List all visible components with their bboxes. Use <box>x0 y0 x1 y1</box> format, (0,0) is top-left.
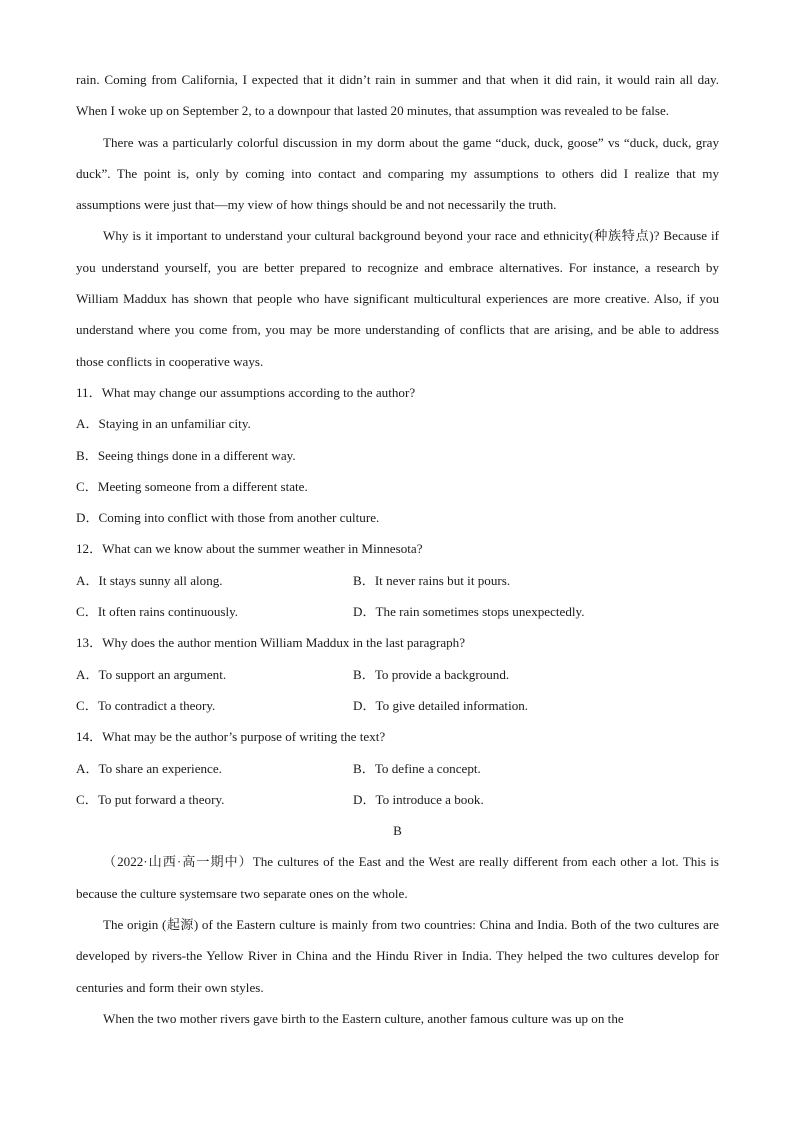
option-row <box>76 596 719 627</box>
question-stem: 13．Why does the author mention William Maddux in the last paragraph? <box>76 635 466 651</box>
option-b: B．To define a concept. <box>353 760 481 776</box>
question-12 <box>76 533 719 627</box>
option-c: C．It often rains continuously. <box>76 604 239 620</box>
section-label: B <box>393 823 402 839</box>
option-c: C．To put forward a theory. <box>76 791 225 807</box>
option-b: B．It never rains but it pours. <box>353 572 511 588</box>
option-b: B．Seeing things done in a different way. <box>76 447 296 463</box>
paragraph: The origin (起源) of the Eastern culture is mainly from two countries: China and India. Both of the two cultures are developed by rivers-the Yellow River in China and the Hindu River in India. They helped the two cultures develop for centuries and form their own styles. <box>76 917 719 995</box>
paragraph: （2022·山西·高一期中）The cultures of the East and the West are really different from each other a lot. This is because the culture systemsare two separate ones on the whole. <box>76 854 719 901</box>
option-a: A．Staying in an unfamiliar city. <box>76 416 251 432</box>
option-row <box>76 784 719 815</box>
question-stem: 12．What can we know about the summer weather in Minnesota? <box>76 541 423 557</box>
option-a: A．To support an argument. <box>76 666 227 682</box>
question-stem: 11．What may change our assumptions according to the author? <box>76 384 416 400</box>
option-d: D．To introduce a book. <box>353 791 484 807</box>
option-a: A．It stays sunny all along. <box>76 572 223 588</box>
paragraph: Why is it important to understand your cultural background beyond your race and ethnicity(种族特点)? Because if you understand yourself, you are better prepared to recognize and embrace alternatives. For instance, a research by William Maddux has shown that people who have significant multicultural experiences are more creative. Also, if you understand where you come from, you may be more understanding of conflicts that are arising, and be able to address those conflicts in cooperative ways. <box>76 228 719 369</box>
option-d: D．To give detailed information. <box>353 697 529 713</box>
paragraph: rain. Coming from California, I expected that it didn’t rain in summer and that when it did rain, it would rain all day. When I woke up on September 2, to a downpour that lasted 20 minutes, that assumption was revealed to be false. <box>76 72 719 119</box>
option-row <box>76 753 719 784</box>
paragraph: There was a particularly colorful discussion in my dorm about the game “duck, duck, goose” vs “duck, duck, gray duck”. The point is, only by coming into contact and comparing my assumptions to others did I realize that my assumptions were just that—my view of how things should be and not necessarily the truth. <box>76 134 719 213</box>
option-row <box>76 690 719 721</box>
option-row <box>76 659 719 690</box>
option-a: A．To share an experience. <box>76 760 222 776</box>
paragraph: When the two mother rivers gave birth to the Eastern culture, another famous culture was up on the <box>103 1010 624 1026</box>
question-stem: 14．What may be the author’s purpose of writing the text? <box>76 729 386 745</box>
option-c: C．To contradict a theory. <box>76 697 216 713</box>
question-11 <box>76 377 719 533</box>
option-b: B．To provide a background. <box>353 666 510 682</box>
option-d: D．The rain sometimes stops unexpectedly. <box>353 604 585 620</box>
option-c: C．Meeting someone from a different state. <box>76 478 308 494</box>
option-row <box>76 565 719 596</box>
document-page <box>76 64 719 1034</box>
option-d: D．Coming into conflict with those from another culture. <box>76 510 380 526</box>
question-14 <box>76 721 719 815</box>
question-13 <box>76 627 719 721</box>
